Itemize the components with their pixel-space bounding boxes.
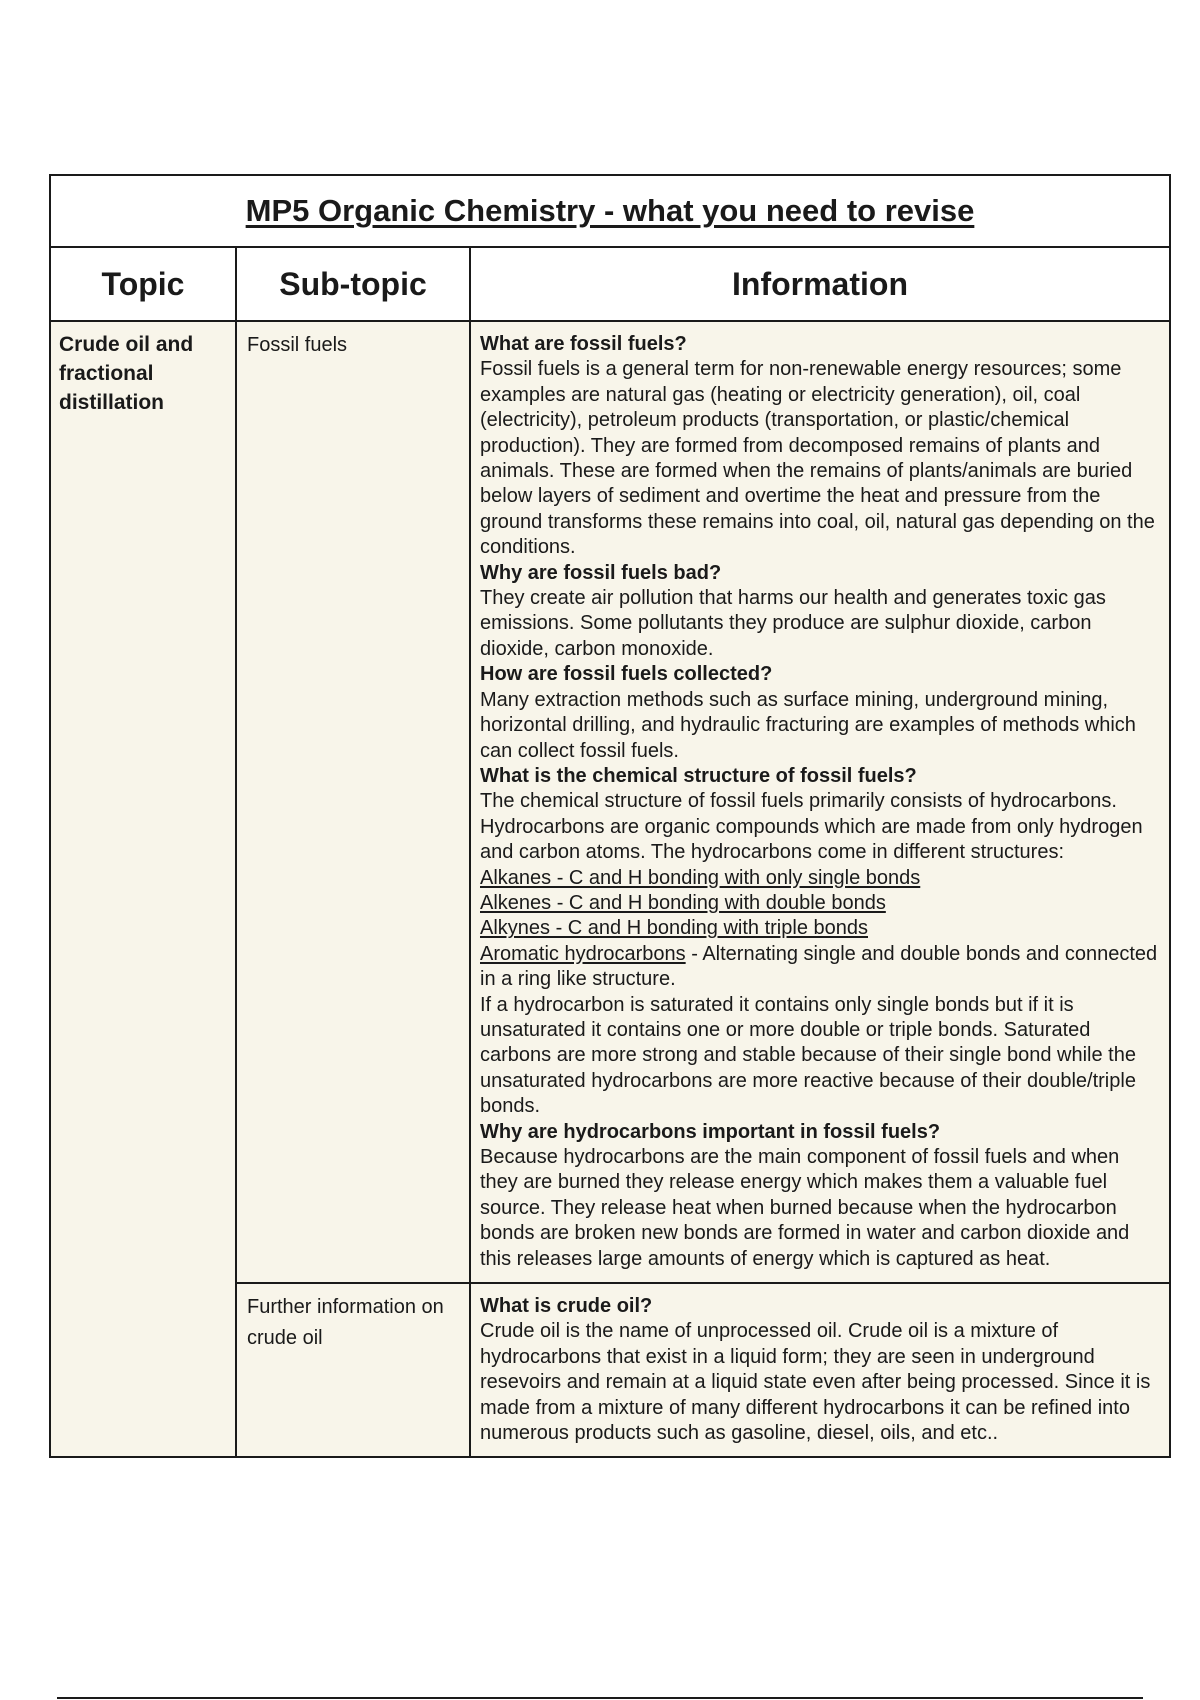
page-title: MP5 Organic Chemistry - what you need to revise [245, 193, 975, 228]
aromatic-definition [480, 942, 1159, 993]
answer-text: Because hydrocarbons are the main component of fossil fuels and when they are burned they release energy which makes them a valuable fuel source. They release heat when burned because when the hydrocarbon bonds are broken new bonds are formed in water and carbon dioxide and this releases large amounts of energy which is captured as heat. [480, 1146, 1130, 1270]
subtopic-cell-fossil-fuels: Fossil fuels [236, 321, 470, 1283]
question-heading: How are fossil fuels collected? [480, 663, 773, 686]
alkanes-definition: Alkanes - C and H bonding with only single bonds [480, 866, 921, 889]
title-cell [50, 175, 1170, 247]
header-topic: Topic [50, 247, 236, 321]
aromatic-description: - Alternating single and double bonds and connected in a ring like structure. [480, 942, 1158, 991]
header-information: Information [470, 247, 1170, 321]
footer-divider [57, 1697, 1143, 1699]
subtopic-cell-crude-oil: Further information on crude oil [236, 1283, 470, 1457]
answer-text: Crude oil is the name of unprocessed oil. Crude oil is a mixture of hydrocarbons that exist in a liquid form; they are seen in underground resevoirs and remain at a liquid state even after being processed. Since it is made from a mixture of many different hydrocarbons it can be refined into numerous products such as gasoline, diesel, oils, and etc.. [480, 1320, 1151, 1445]
question-heading: Why are fossil fuels bad? [480, 561, 722, 584]
header-subtopic: Sub-topic [236, 247, 470, 321]
alkynes-definition: Alkynes - C and H bonding with triple bonds [480, 917, 868, 940]
answer-text: Fossil fuels is a general term for non-renewable energy resources; some examples are natural gas (heating or electricity generation), oil, coal (electricity), petroleum products (transportation, or plastic/chemical production). They are formed from decomposed remains of plants and animals. These are formed when the remains of plants/animals are buried below layers of sediment and overtime the heat and pressure from the ground transforms these remains into coal, oil, natural gas depending on the conditions. [480, 358, 1155, 559]
aromatic-term: Aromatic hydrocarbons [480, 942, 686, 965]
header-row [50, 247, 1170, 321]
question-heading: Why are hydrocarbons important in fossil fuels? [480, 1120, 941, 1143]
answer-text: The chemical structure of fossil fuels primarily consists of hydrocarbons. Hydrocarbons are organic compounds which are made from only hydrogen and carbon atoms. The hydrocarbons come in different structures: [480, 790, 1143, 864]
topic-cell: Crude oil and fractional distillation [50, 321, 236, 1457]
information-cell-crude-oil [470, 1283, 1170, 1457]
answer-text: If a hydrocarbon is saturated it contains only single bonds but if it is unsaturated it contains one or more double or triple bonds. Saturated carbons are more strong and stable because of their single bond while the unsaturated hydrocarbons are more reactive because of their double/triple bonds. [480, 993, 1136, 1118]
table-row [50, 321, 1170, 1283]
information-cell-fossil-fuels [470, 321, 1170, 1283]
title-row [50, 175, 1170, 247]
revision-table [49, 174, 1171, 1458]
answer-text: They create air pollution that harms our health and generates toxic gas emissions. Some pollutants they produce are sulphur dioxide, carbon dioxide, carbon monoxide. [480, 587, 1106, 660]
question-heading: What is the chemical structure of fossil fuels? [480, 764, 917, 787]
question-heading: What are fossil fuels? [480, 333, 687, 355]
answer-text: Many extraction methods such as surface mining, underground mining, horizontal drilling, and hydraulic fracturing are examples of methods which can collect fossil fuels. [480, 688, 1136, 762]
question-heading: What is crude oil? [480, 1295, 653, 1318]
alkenes-definition: Alkenes - C and H bonding with double bonds [480, 891, 886, 914]
